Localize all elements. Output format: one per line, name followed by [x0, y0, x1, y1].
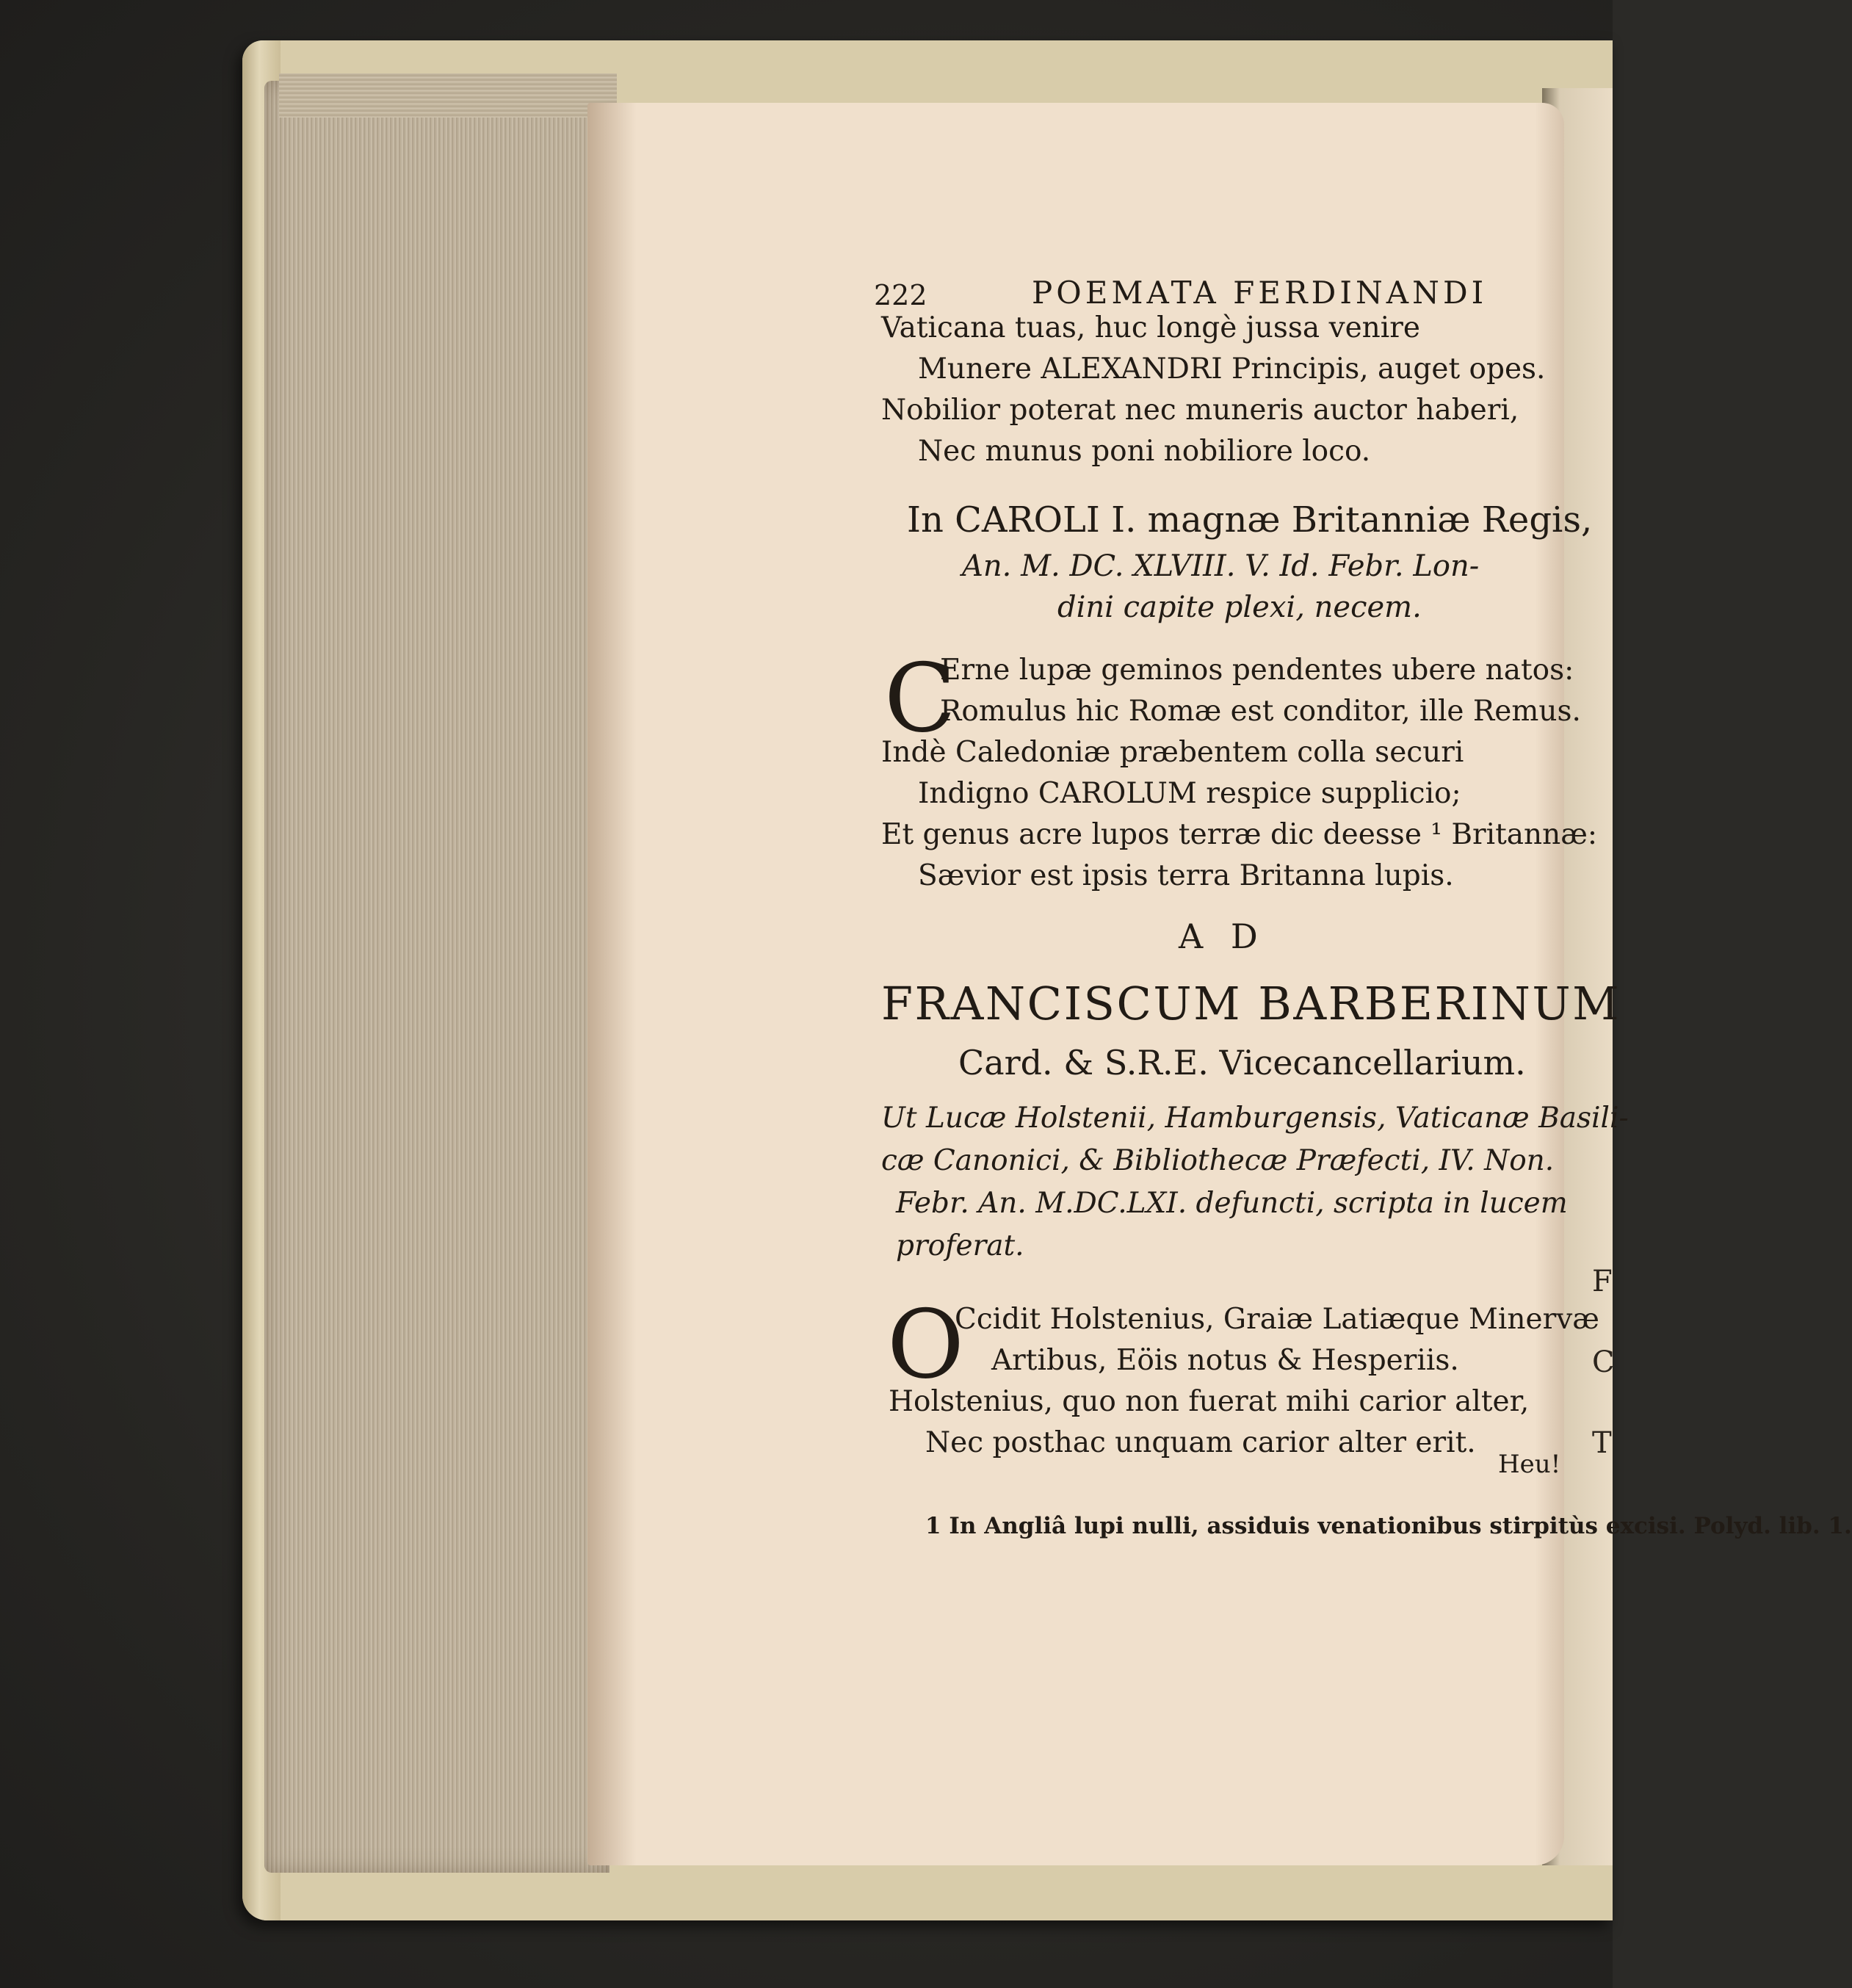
poem-subheading: cæ Canonici, & Bibliothecæ Præfecti, IV. Non. [881, 1144, 1555, 1177]
verse-line: Romulus hic Romæ est conditor, ille Remus. [940, 695, 1581, 728]
verse-line: Indigno CAROLUM respice supplicio; [918, 777, 1461, 810]
verse-line: Et genus acre lupos terræ dic deesse ¹ Britannæ: [881, 818, 1598, 851]
facing-fragment: F [1592, 1265, 1613, 1298]
poem-heading: An. M. DC. XLVIII. V. Id. Febr. Lon- [962, 549, 1480, 583]
verse-line: Nec posthac unquam carior alter erit. [925, 1426, 1476, 1459]
page-block-edges [264, 81, 610, 1873]
poem-subtitle: Card. & S.R.E. Vicecancellarium. [958, 1043, 1526, 1082]
facing-fragment: C [1592, 1345, 1615, 1379]
verse-line: Nec munus poni nobiliore loco. [918, 435, 1371, 468]
facing-fragment: T [1592, 1426, 1612, 1460]
poem-subheading: proferat. [896, 1229, 1024, 1262]
page-number: 222 [874, 279, 927, 311]
verse-line: Vaticana tuas, huc longè jussa venire [881, 311, 1420, 344]
page-block-top [279, 73, 617, 118]
poem-subheading: Ut Lucæ Holstenii, Hamburgensis, Vaticanæ Basili- [881, 1102, 1629, 1135]
footnote: 1 In Angliâ lupi nulli, assiduis venationibus stirpitùs excisi. Polyd. lib. 1. [925, 1513, 1852, 1539]
verse-line: Ccidit Holstenius, Graiæ Latiæque Minervæ [955, 1303, 1599, 1336]
poem-subheading: Febr. An. M.DC.LXI. defuncti, scripta in lucem [896, 1187, 1568, 1220]
verse-line: Erne lupæ geminos pendentes ubere natos: [940, 654, 1574, 687]
verse-line: Munere ALEXANDRI Principis, auget opes. [918, 353, 1546, 386]
poem-heading: In CAROLI I. magnæ Britanniæ Regis, [907, 499, 1593, 541]
drop-initial: O [887, 1290, 964, 1400]
catchword: Heu! [1498, 1450, 1561, 1479]
verse-line: Artibus, Eöis notus & Hesperiis. [991, 1344, 1459, 1377]
verse-line: Holstenius, quo non fuerat mihi carior alter, [889, 1385, 1530, 1418]
facing-page-fragments [1592, 1241, 1613, 1483]
drop-initial: C [884, 644, 956, 753]
verse-line: Indè Caledoniæ præbentem colla securi [881, 736, 1464, 769]
poem-title: FRANCISCUM BARBERINUM [881, 977, 1621, 1030]
running-title: POEMATA FERDINANDI [1032, 275, 1488, 311]
poem-heading: A D [1179, 917, 1267, 956]
verse-line: Nobilior poterat nec muneris auctor haberi, [881, 394, 1519, 427]
verse-line: Sævior est ipsis terra Britanna lupis. [918, 859, 1454, 892]
poem-heading: dini capite plexi, necem. [1057, 590, 1422, 624]
